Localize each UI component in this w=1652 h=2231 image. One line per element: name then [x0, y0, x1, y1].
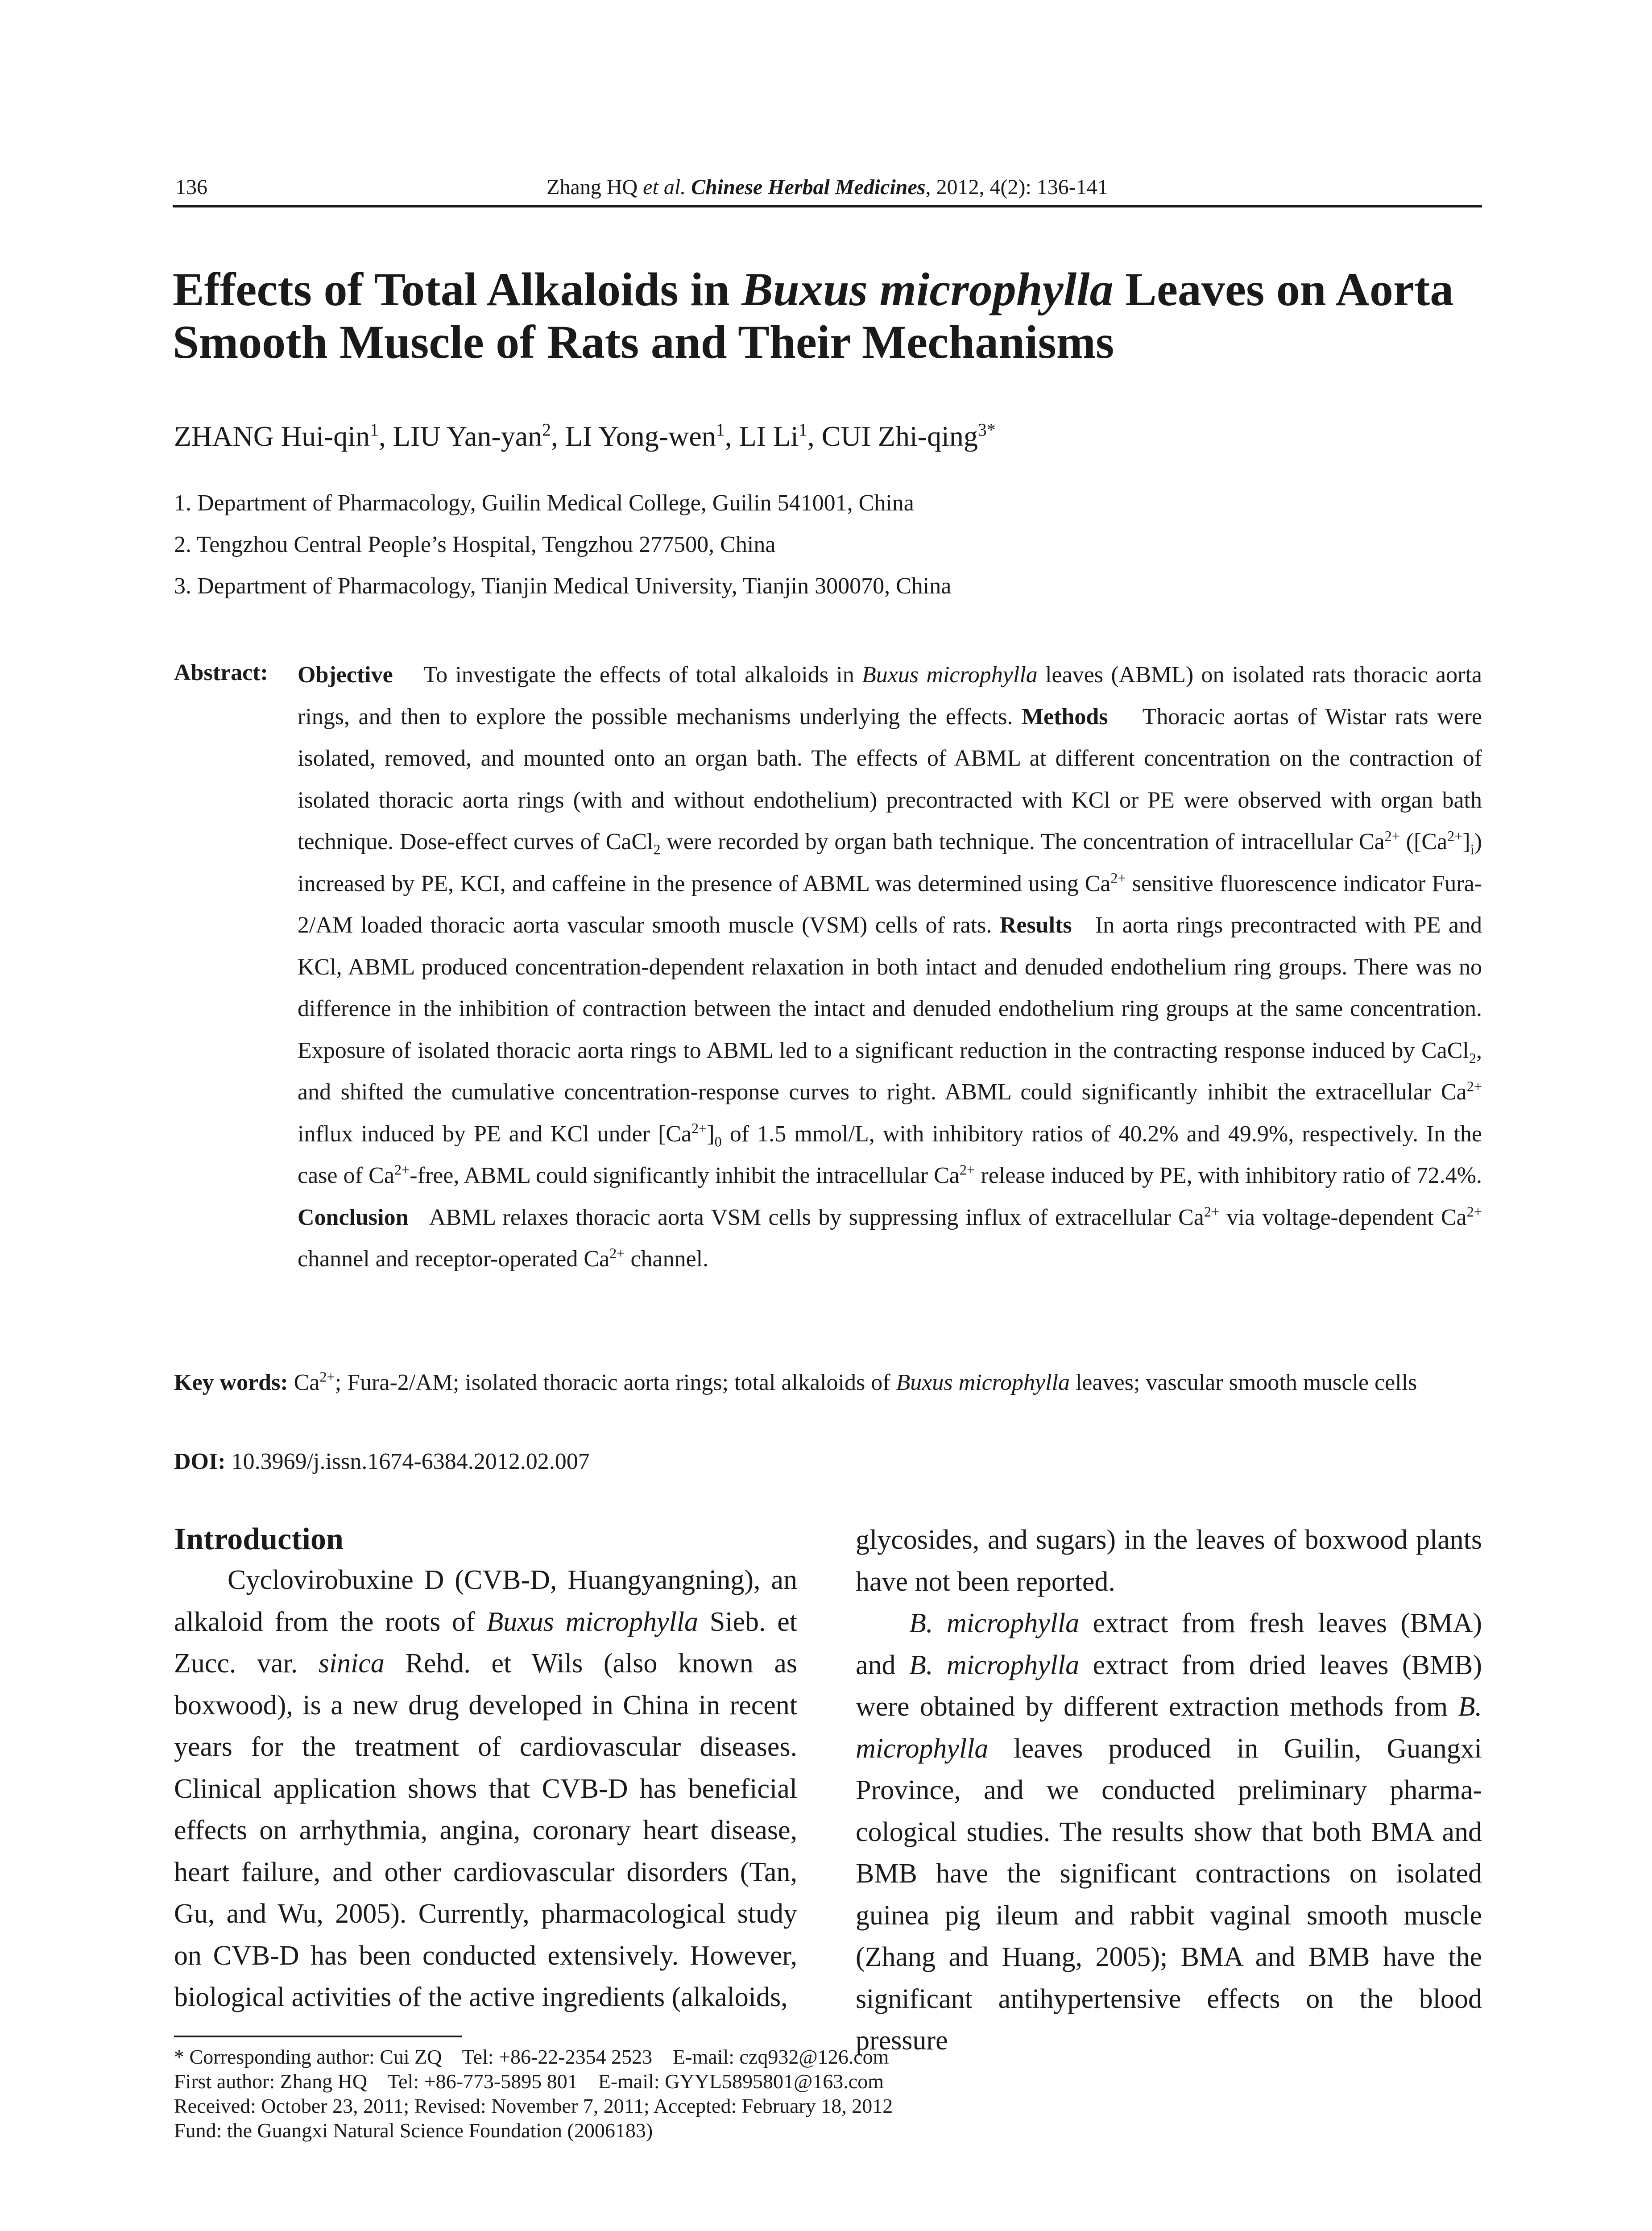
footnote-corresponding: * Corresponding author: Cui ZQ Tel: +86-22-2354 2523 E-mail: czq932@126.com: [174, 2045, 889, 2068]
journal-name: Chinese Herbal Medicines: [691, 175, 926, 199]
section-heading-introduction: Introduction: [174, 1522, 344, 1556]
keywords-label: Key words:: [174, 1370, 288, 1395]
methods-label: Methods: [1021, 704, 1108, 730]
doi: [174, 1447, 590, 1476]
affiliation: 3. Department of Pharmacology, Tianjin Medical University, Tianjin 300070, China: [174, 573, 952, 599]
abstract-body: Objective To investigate the effects of total alkaloids in Buxus microphylla leaves (ABML) on isolated rats thoracic aorta rings, and then to explore the possible mechanisms underlying the effects. Methods Thoracic aortas of Wistar rats were isolated, removed, and mounted onto an organ bath. The effects of ABML at different concentration on the contraction of isolated thoracic aorta rings (with and without endothelium) precontracted with KCl or PE were observed with organ bath technique. Dose-effect curves of CaCl$_2$ were recorded by organ bath technique. The concentration of intracellular $Ca^{2+}$ $([Ca^{2+}]_i)$ increased by PE, KCI, and caffeine in the presence of ABML was determined using $Ca^{2+}$ sensitive fluorescence indicator Fura-2/AM loaded thoracic aorta vascular smooth muscle (VSM) cells of rats. Results In aorta rings precontracted with PE and KCl, ABML produced concentration-dependent relaxation in both intact and denuded endothelium ring groups. There was no difference in the inhibition of contraction between the intact and denuded endothelium ring groups at the same concentration. Exposure of isolated thoracic aorta rings to ABML led to a significant reduction in the contracting response induced by CaCl$_2$, and shifted the cumulative concentration-response curves to right. ABML could significantly inhibit the extracellular $Ca^{2+}$ influx induced by PE and KCl under $[Ca^{2+}]_0$ of 1.5 mmol/L, with inhibitory ratios of 40.2% and 49.9%, respectively. In the case of $Ca^{2+}$-free, ABML could significantly inhibit the intracellular $Ca^{2+}$ release induced by PE, with inhibitory ratio of 72.4%. Conclusion ABML relaxes thoracic aorta VSM cells by suppressing influx of extracellular $Ca^{2+}$ via voltage-dependent $Ca^{2+}$ channel and receptor-operated $Ca^{2+}$ channel.: [298, 662, 1482, 1272]
affiliation: 1. Department of Pharmacology, Guilin Medical College, Guilin 541001, China: [174, 490, 914, 516]
journal-citation: Zhang HQ et al. Chinese Herbal Medicines, 2012, 4(2): 136-141: [547, 175, 1108, 199]
page-number: 136: [175, 175, 207, 199]
author: LI Yong-wen: [565, 420, 716, 452]
author: LI Li: [739, 420, 799, 452]
doi-value: 10.3969/j.issn.1674-6384.2012.02.007: [231, 1449, 590, 1474]
conclusion-label: Conclusion: [298, 1204, 409, 1230]
footnote-fund: Fund: the Guangxi Natural Science Foundation (2006183): [174, 2119, 653, 2142]
paper-title: Effects of Total Alkaloids in Buxus microphylla Leaves on Aorta Smooth Muscle of Rats and Their Mechanisms: [173, 263, 1454, 368]
footnote-first-author: First author: Zhang HQ Tel: +86-773-5895 801 E-mail: GYYL5895801@163.com: [174, 2070, 884, 2093]
author: LIU Yan-yan: [393, 420, 542, 452]
author: CUI Zhi-qing: [821, 420, 978, 452]
footnote-dates: Received: October 23, 2011; Revised: November 7, 2011; Accepted: February 18, 2012: [174, 2094, 893, 2117]
author: ZHANG Hui-qin: [174, 420, 370, 452]
affiliation: 2. Tengzhou Central People’s Hospital, Tengzhou 277500, China: [174, 532, 776, 557]
footnote-divider: [174, 2036, 462, 2037]
running-header: [173, 173, 1482, 207]
abstract-label: Abstract:: [174, 660, 268, 685]
author-list: ZHANG Hui-qin$^1$, LIU Yan-yan$^2$, LI Yong-wen$^1$, LI Li$^1$, CUI Zhi-qing$^{3*}$: [174, 420, 996, 452]
objective-label: Objective: [298, 662, 393, 688]
keywords: Key words: $Ca^{2+}$; Fura-2/AM; isolated thoracic aorta rings; total alkaloids of Buxus microphylla leaves; vascular smooth muscle cells: [174, 1368, 1417, 1395]
body-column-right: [856, 1519, 1482, 2062]
results-label: Results: [999, 912, 1072, 938]
paragraph: Cyclovirobuxine D (CVB-D, Huangyangning), an alkaloid from the roots of Buxus microphylla Sieb. et Zucc. var. sinica Rehd. et Wils (also known as boxwood), is a new drug developed in China in recent years for the treatment of cardiovascular diseases. Clinical application shows that CVB-D has beneficial effects on arrhythmia, angina, coronary heart disease, heart failure, and other cardiovascular disorders (Tan, Gu, and Wu, 2005). Currently, pharmacological study on CVB-D has been conducted extensively. However, biological activities of the active ingredients (alkaloids,: [174, 1565, 797, 2012]
body-column-left: [174, 1519, 797, 2019]
paragraph: glycosides, and sugars) in the leaves of boxwood plants have not been reported.: [856, 1525, 1482, 1597]
paragraph: B. microphylla extract from fresh leaves (BMA) and B. microphylla extract from dried leaves (BMB) were obtained by different extraction methods from B. microphylla leaves produced in Guilin, Guangxi Province, and we conducted preliminary pharma-cological studies. The results show that both BMA and BMB have the significant contractions on isolated guinea pig ileum and rabbit vaginal smooth muscle (Zhang and Huang, 2005); BMA and BMB have the significant antihypertensive effects on the blood pressure: [856, 1608, 1482, 2056]
doi-label: DOI:: [174, 1449, 226, 1474]
footnotes: [174, 2044, 893, 2143]
